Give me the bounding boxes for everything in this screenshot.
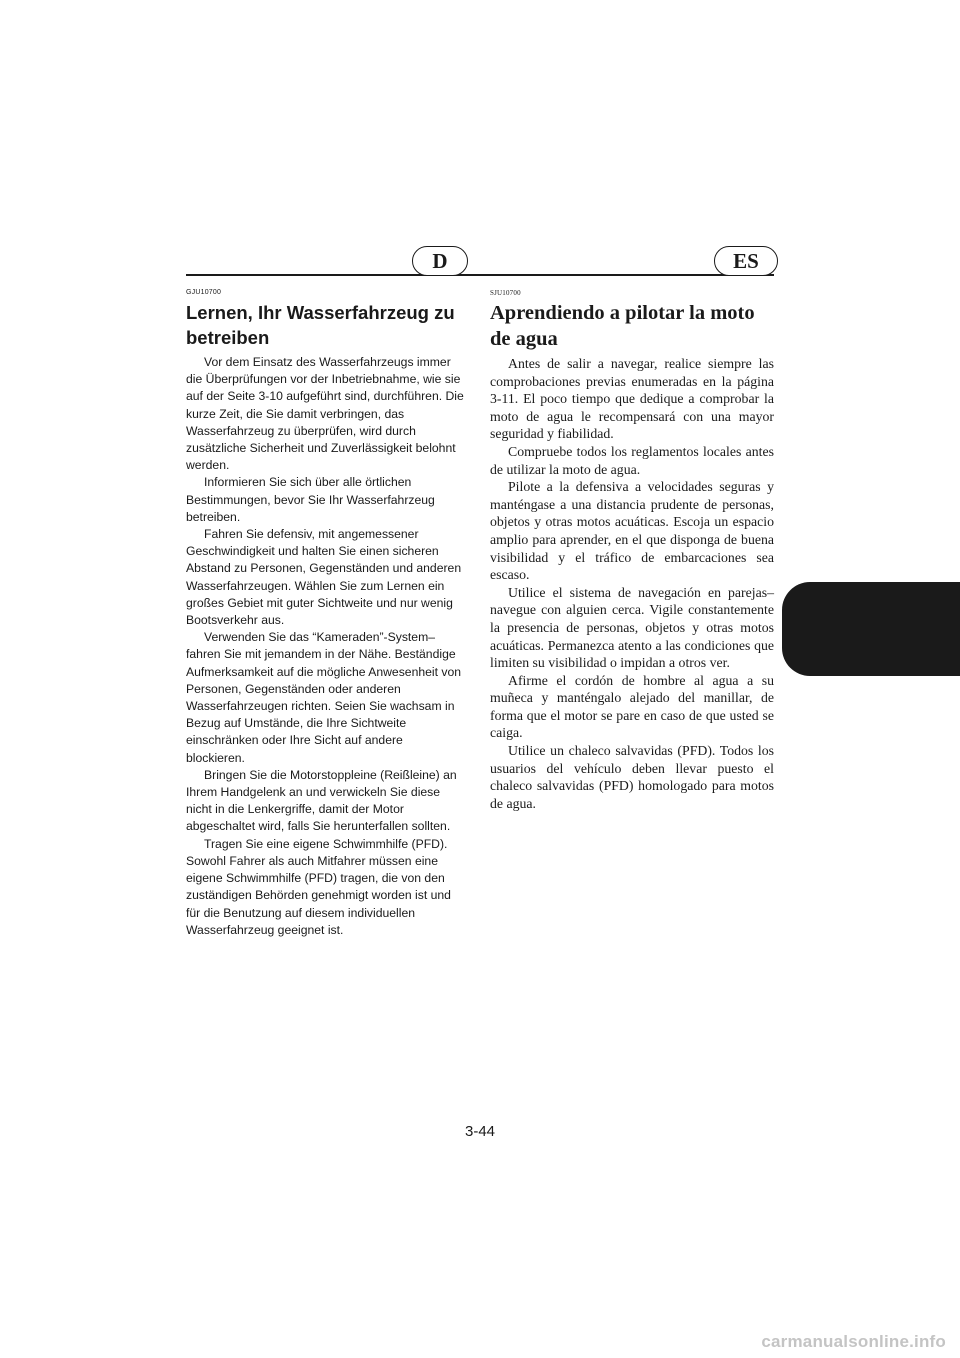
paragraph: Informieren Sie sich über alle örtlichen Bestimmungen, bevor Sie Ihr Wasserfahrzeug betreiben. bbox=[186, 475, 435, 524]
section-thumb-tab bbox=[782, 582, 960, 676]
german-column bbox=[186, 288, 464, 939]
paragraph: Compruebe todos los reglamentos locales antes de utilizar la moto de agua. bbox=[490, 443, 774, 477]
paragraph: Utilice un chaleco salvavidas (PFD). Todos los usuarios del vehículo deben llevar puesto el chaleco salvavidas (PFD) homologado para motos de agua. bbox=[490, 743, 774, 811]
section-heading: Lernen, Ihr Wasserfahrzeug zu betreiben bbox=[186, 302, 455, 348]
page-number: 3-44 bbox=[464, 1123, 496, 1140]
paragraph: Bringen Sie die Motorstoppleine (Reißleine) an Ihrem Handgelenk an und verwickeln Sie diese nicht in die Lenkergriffe, damit der Motor abgeschaltet wird, falls Sie herunterfallen sollten. bbox=[186, 767, 457, 834]
paragraph: Vor dem Einsatz des Wasserfahrzeugs immer die Überprüfungen vor der Inbetriebnahme, wie sie auf der Seite 3-10 aufgeführt sind, durchführen. Die kurze Zeit, die Sie damit verbringen, das Wasserfahrzeug zu überprüfen, wird durch zusätzliche Sicherheit und Zuverlässigkeit belohnt werden. bbox=[186, 355, 464, 473]
paragraph: Utilice el sistema de navegación en parejas– navegue con alguien cerca. Vigile constantemente la presencia de personas, objetos y otras motos acuáticas. Permanezca atento a las condiciones que limiten su visibilidad o impidan a otros ver. bbox=[490, 584, 774, 671]
paragraph: Fahren Sie defensiv, mit angemessener Geschwindigkeit und halten Sie einen sicheren Abstand zu Personen, Gegenständen und anderen Wasserfahrzeugen. Wählen Sie zum Lernen ein großes Gebiet mit guter Sichtweite und nur wenig Bootsverkehr aus. bbox=[186, 527, 462, 628]
watermark: carmanualsonline.info bbox=[761, 1332, 946, 1351]
section-code: SJU10700 bbox=[490, 289, 521, 297]
language-marker-german: D bbox=[412, 246, 468, 276]
paragraph: Antes de salir a navegar, realice siempre las comprobaciones previas enumeradas en la página 3-11. El poco tiempo que dedique a comprobar la moto de agua le recompensará con una mayor seguridad y fiabilidad. bbox=[490, 356, 774, 442]
section-code: GJU10700 bbox=[186, 289, 222, 296]
spanish-column bbox=[490, 288, 774, 812]
paragraph: Afirme el cordón de hombre al agua a su muñeca y manténgalo alejado del manillar, de forma que el motor se pare en caso de que usted se caiga. bbox=[490, 672, 774, 741]
section-heading: Aprendiendo a pilotar la moto de agua bbox=[490, 302, 755, 350]
paragraph: Pilote a la defensiva a velocidades seguras y manténgase a una distancia prudente de personas, objetos y otras motos acuáticas. Escoja un espacio amplio para aprender, en el que disponga de buena visibilidad y el tráfico de embarcaciones sea escaso. bbox=[490, 479, 774, 583]
language-marker-spanish: ES bbox=[714, 246, 778, 276]
paragraph: Tragen Sie eine eigene Schwimmhilfe (PFD). Sowohl Fahrer als auch Mitfahrer müssen eine eigene Schwimmhilfe (PFD) tragen, die von den zuständigen Behörden genehmigt worden ist und für die Benutzung auf diesem individuellen Wasserfahrzeug geeignet ist. bbox=[186, 836, 451, 937]
header-rule bbox=[186, 274, 774, 276]
paragraph: Verwenden Sie das “Kameraden”-System–fahren Sie mit jemandem in der Nähe. Beständige Aufmerksamkeit auf die mögliche Anwesenheit von Personen, Gegenständen oder anderen Wasserfahrzeugen richten. Seien Sie wachsam in Bezug auf Umstände, die Ihre Sichtweite einschränken oder Ihre Sicht auf andere blockieren. bbox=[186, 630, 462, 765]
